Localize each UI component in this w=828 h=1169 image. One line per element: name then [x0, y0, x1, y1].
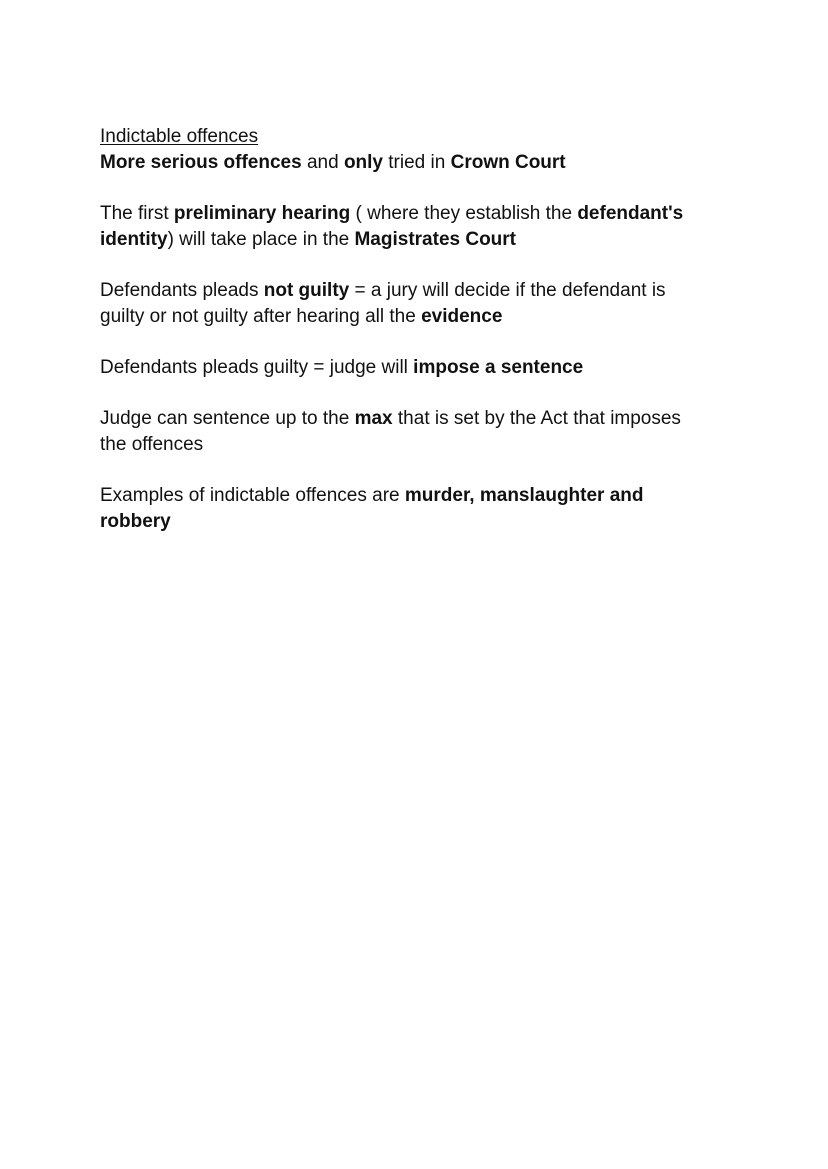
text: tried in	[383, 152, 451, 173]
bold-text: defendant's	[577, 203, 684, 224]
bold-text: max	[354, 408, 393, 429]
bold-text: Crown Court	[450, 152, 566, 173]
bold-text: robbery	[100, 511, 171, 532]
paragraph	[100, 201, 740, 253]
text: the offences	[100, 434, 204, 455]
bold-text: More serious offences	[100, 152, 302, 173]
document-page	[100, 124, 740, 560]
bold-text: not guilty	[263, 280, 350, 301]
text: that is set by the Act that imposes	[392, 408, 681, 429]
bold-text: identity	[100, 229, 168, 250]
text: Judge can sentence up to the	[100, 408, 355, 429]
paragraph	[100, 278, 740, 330]
text: ( where they establish the	[350, 203, 578, 224]
paragraph	[100, 483, 740, 535]
paragraph	[100, 406, 740, 458]
bold-text: only	[343, 152, 383, 173]
text: and	[301, 152, 344, 173]
bold-text: preliminary hearing	[173, 203, 351, 224]
text: = a jury will decide if the defendant is	[349, 280, 666, 301]
bold-text: impose a sentence	[413, 357, 584, 378]
bold-text: evidence	[421, 306, 503, 327]
document-body	[100, 150, 740, 535]
bold-text: murder, manslaughter and	[404, 485, 644, 506]
text: ) will take place in the	[167, 229, 355, 250]
text: Defendants pleads	[100, 280, 264, 301]
paragraph	[100, 355, 740, 381]
text: Examples of indictable offences are	[100, 485, 405, 506]
paragraph	[100, 150, 740, 176]
text: Defendants pleads guilty = judge will	[100, 357, 414, 378]
document-title: Indictable offences	[100, 126, 259, 147]
bold-text: Magistrates Court	[354, 229, 517, 250]
text: guilty or not guilty after hearing all the	[100, 306, 422, 327]
text: The first	[100, 203, 174, 224]
